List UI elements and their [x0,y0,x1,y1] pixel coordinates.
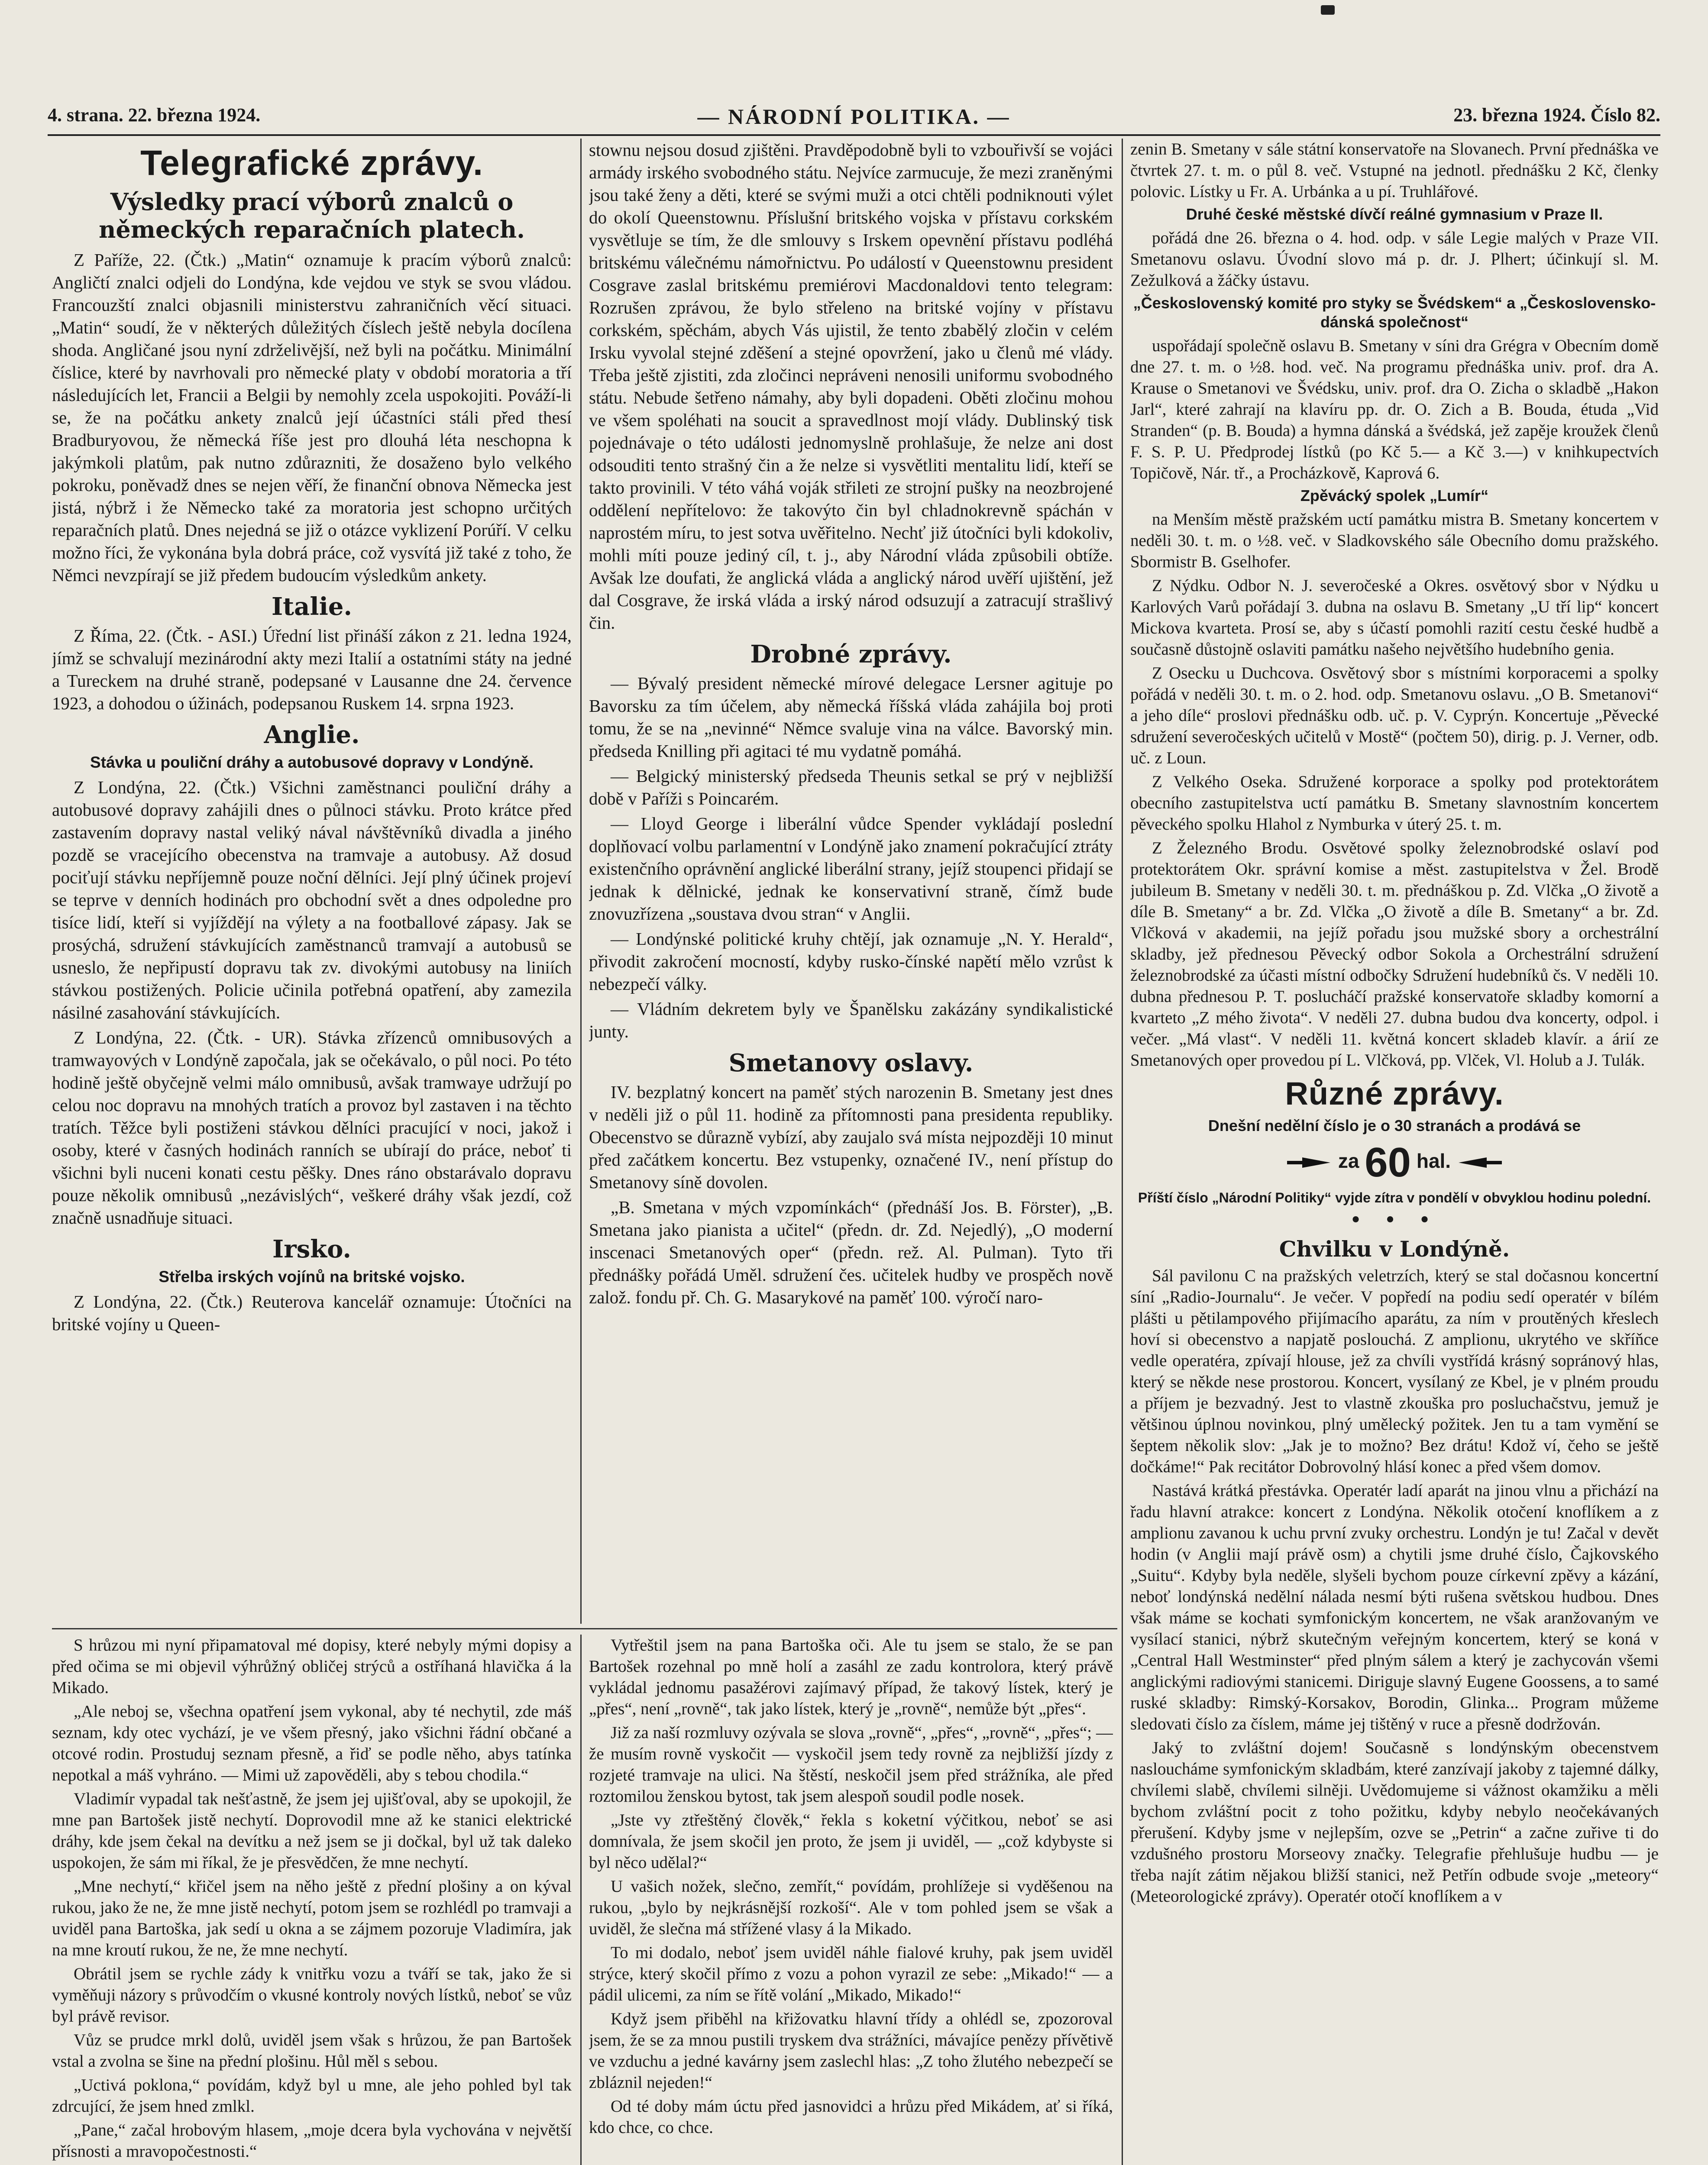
pointing-hand-right-icon [1456,1155,1504,1170]
header-rule [48,134,1660,136]
price-unit: hal. [1416,1150,1451,1173]
story-column-1 [52,1635,572,2165]
notice-next-issue: Příští číslo „Národní Politiky“ vyjde zítra v pondělí v obvyklou hodinu polední. [1138,1190,1651,1205]
story-text: Obrátil jsem se rychle zády k vnitřku vozu a tváří se tak, jako že si vyměňuji názory s průvodčím o vkusné kontroly nových lístků, neboť se vůz byl právě revisor. [52,1965,572,2026]
news-item: — Londýnské politické kruhy chtějí, jak oznamuje „N. Y. Herald“, přivodit zakročení mocností, kdyby rusko-čínské napětí mělo vzrůst k nebezpečí války. [589,929,1113,994]
story-text: U vašich nožek, slečno, zemřít,“ povídám, prohlížeje si vyděšenou na rukou, „bylo by nejkrásnější rozkoší“. Ale v tom pohled jsem se však a uviděl, že slečna má střížené vlasy á la Mikado. [589,1877,1113,1938]
story-text: „Mne nechytí,“ křičel jsem na něho ještě z přední plošiny a on kýval rukou, jako že ne, že mne jistě nechytí, potom jsem se rozhlédl po tramvaji a uviděl pana Bartoška, jak sedí u okna a se zájmem pozoruje Vladimíra, jak na mne kroutí rukou, že ne, že mne nechytí. [52,1877,572,1959]
heading-drobne-zpravy: Drobné zprávy. [750,640,952,669]
column-1 [52,139,572,1624]
feuilleton-text: Sál pavilonu C na pražských veletrzích, který se stal dočasnou koncertní síní „Radio-Journalu“. Je večer. V popředí na podiu sedí operatér v bílém plášti u pětilampového přijímacího aparátu, za ním v proutěných křeslech hoví si obecenstvo a napjatě poslouchá. Z amplionu, ukrytého ve skříňce vedle operatéra, zpívají hlouse, jež za chvíli vystřídá krásný sopránový hlas, který se někde nese prostorou. Koncert, vysílaný ze Kbel, je v plném proudu a příjem je bezvadný. Jest to vlastně zkouška pro posluchačstvu, jemuž je většinou úplnou novinkou, plný umělecký požitek. Jen tu a tam vymění se šeptem několik slov: „Jak je to možno? Bez drátu! Kdož ví, čeho se ještě dočkáme!“ Pak recitátor Dobrovolný hlásí konec a před všem domov. [1130,1267,1659,1476]
heading-anglie: Anglie. [264,721,360,749]
news-item: — Vládním dekretem byly ve Španělsku zakázány syndikalistické junty. [589,999,1113,1041]
heading-gymnasium: Druhé české městské dívčí reálné gymnasium v Praze II. [1186,205,1603,223]
feuilleton-text: Nastává krátká přestávka. Operatér ladí aparát na jinou vlnu a přichází na řadu hlavní atrakce: koncert z Londýna. Několik otočení knoflíkem a z amplionu zavanou k uchu první zvuky orchestru. Londýn je tu! Začal v devět hodin (v Anglii mají právě osm) a chytili jsme druhé číslo, Čajkovského „Suitu“. Kdyby byla neděle, slyšeli bychom pouze církevní zpěvy a kázání, neboť londýnská nedělní nálada nesmí býti rušena světskou hudbou. Dnes však máme se kochati symfonickým koncertem, ne však aranžovaným ve vysílací stanici, nýbrž skutečným veřejným koncertem, který se koná v „Central Hall Westminster“ před plným sálem a který je zachycován všemi anglickými radiovými stanicemi. Diriguje slavný Eugene Goossens, a to samé ruské skladby: Rimský-Korsakov, Borodin, Glinka... Program můžeme sledovati číslo za číslem, máme jej tištěný v ruce a přesně dodržován. [1130,1481,1659,1733]
article-text: „B. Smetana v mých vzpomínkách“ (přednáší Jos. B. Förster), „B. Smetana jako pianista a učitel“ (předn. dr. Zd. Nejedlý), „O moderní inscenaci Smetanových oper“ (předn. rež. Al. Pulman). Tyto tři přednášky pořádá Uměl. sdružení čes. učitelek hudby ve prospěch nově založ. fondu př. Ch. G. Masarykové na paměť 100. výročí naro- [589,1197,1113,1307]
ink-mark [1321,5,1335,15]
feuilleton-text: Jaký to zvláštní dojem! Současně s londýnským obecenstvem naslouchámе symfonickým skladbám, které zanzívají jakoby z tajemné dálky, chvílemi slabě, chvílemi silněji. Uvědomujeme si vážnost okamžiku a měli bychom zvláštní pocit z toho požitku, kdyby nebylo neočekávaných přerušení. Kdyby jsme v nejlepším, ozve se „Petrin“ a začne zuřive ti do vzdušného prostoru Morseovy značky. Telegrafie přehlušuje hudbu — je třeba najít zátim nějakou bližší stanici, než Petřín odbude svoje „meteory“ (Meteorologické zprávy). Operatér otočí knoflíkem a v [1130,1738,1659,1906]
page-header [48,104,1660,130]
story-text: Vytřeštil jsem na pana Bartoška oči. Ale tu jsem se stalo, že se pan Bartošek rozehnal po mně holí a zasáhl ze zadu kontrolora, který právě vykládal jednomu pasažérovi zajímavý případ, že takový lístek, který je „přes“, není „rovně“, tak jako lístek, který je „rovně“, nemůže být „přes“. [589,1636,1113,1718]
story-text: Již za naší rozmluvy ozývala se slova „rovně“, „přes“, „rovně“, „přes“; — že musím rovně vyskočit — vyskočil jsem tedy rovně za nejbližší jízdy z rozjeté tramvaje na ulici. Na štěstí, neskočil jsem před strážníka, ale před roztomilou ženskou bytost, tak jsem alespoň soudil podle nosek. [589,1723,1113,1806]
news-item: — Lloyd George i liberální vůdce Spender vykládají poslední doplňovací volbu parlamentní v Londýně jako znamení pokračující ztráty existenčního oprávnění anglické liberální strany, jejíž stoupenci přidají se jednak k dělnické, jednak ke konservativní straně, čímž bude znovuzřízena „soustava dvou stran“ v Anglii. [589,814,1113,924]
story-text: „Uctivá poklona,“ povídám, když byl u mne, ale jeho pohled byl tak zdrcující, že jsem hned zmlkl. [52,2076,572,2116]
price-line [1130,1139,1659,1186]
heading-chvilku-v-londyne: Chvilku v Londýně. [1279,1236,1510,1262]
story-text: „Pane,“ začal hrobovým hlasem, „moje dcera byla vychována v největší přísnosti a mravopočestnosti.“ [52,2121,572,2161]
price-value: 60 [1365,1139,1411,1186]
article-text: Z Velkého Oseka. Sdružené korporace a spolky pod protektorátem obecního zastupitelstva uctí památku B. Smetany slavnostním koncertem pěveckého spolku Hlahol z Nymburka v úterý 25. t. m. [1130,772,1659,834]
story-text: To mi dodalo, neboť jsem uviděl náhle fialové kruhy, pak jsem uviděl strýce, který skočil přímo z vozu a pohon vyrazil ze sebe: „Mikado!“ — a pádil ulicemi, za ním se řítě volání „Mikado, Mikado!“ [589,1943,1113,2004]
pointing-hand-left-icon [1285,1155,1333,1170]
header-date-number: 23. března 1924. Číslo 82. [1453,104,1660,126]
header-page-date: 4. strana. 22. března 1924. [48,104,261,126]
heading-smetana: Smetanovy oslavy. [728,1049,974,1077]
story-text: „Ale neboj se, všechna opatření jsem vykonal, aby té nechytil, zde máš seznam, kdy otec vychází, je ve všem přesný, jako všichni řádní občané a otcové rodin. Prostuduj seznam přesně, a řiď se podle něho, abys tatínka nepotkal a máš vyhráno. — Mimi už zapověděli, aby s tebou chodila.“ [52,1702,572,1784]
heading-lumir: Zpěvácký spolek „Lumír“ [1300,487,1489,504]
article-heading-reparations: Výsledky prací výborů znalců o německých reparačních platech. [99,188,525,243]
story-text: „Jste vy ztřeštěný člověk,“ řekla s koketní výčitkou, neboť se asi domnívala, že jsem skočil jen proto, že jsem ji uviděl, — „což kdybyste si byl něco udělal?“ [589,1811,1113,1872]
story-text: Vladimír vypadal tak nešťastně, že jsem jej ujišťoval, aby se upokojil, že mne pan Bartošek jistě nechytí. Doprovodil mne až ke stanici elektrické dráhy, kde jsem čekal na devítku a než jsem se ji dočkal, byl už tak daleko uspokojen, že sám mi říkal, že je přesvědčen, že mne nechytí. [52,1790,572,1872]
story-text: Vůz se prudce mrkl dolů, uviděl jsem však s hrůzou, že pan Bartošek vstal a zvolna se šine na přední plošinu. Hůl měl s sebou. [52,2031,572,2071]
subheading-strike: Stávka u pouliční dráhy a autobusové dopravy v Londýně. [90,753,534,771]
masthead-title: — NÁRODNÍ POLITIKA. — [697,104,1011,129]
story-column-2 [589,1635,1113,2165]
article-text: Z Osecku u Duchcova. Osvětový sbor s místními korporacemi a spolky pořádá v neděli 30. t. m. o 2. hod. odp. Smetanovu oslavu. „O B. Smetanovi“ a jeho díle“ proslovi přednášku odb. uč. p. V. Cyprýn. Koncertuje „Pěvecké sdružení severočeských učitelů v Mostě“ (počtem 50), dirig. p. J. Verner, odb. uč. z Loun. [1130,664,1659,767]
article-text: na Menším městě pražském uctí památku mistra B. Smetany koncertem v neděli 30. t. m. o ½8. več. v Sladkovského sále Obecního domu pražského. Sbormistr B. Gselhofer. [1130,510,1659,571]
article-text: uspořádají společně oslavu B. Smetany v síni dra Grégra v Obecním domě dne 27. t. m. o ½8. hod. več. Na programu přednáška univ. prof. dra A. Krause o Smetanovi ve Švédsku, univ. prof. dra O. Zicha o skladbě „Hakon Jarl“, které zahrají na klavíru pp. dr. O. Zich a B. Bouda, étuda „Vid Stranden“ (p. B. Bouda) a hymna dánská a švédská, jež zapěje kroužek členů F. S. P. U. Předprodej lístků (po Kč 5.— a Kč 3.—) v knihkupectvích Topičově, Nár. tř., a Procházkově, Kaprová 6. [1130,336,1659,482]
article-text: zenin B. Smetany v sále státní konservatoře na Slovanech. První přednáška ve čtvrtek 27. t. m. o půl 8. več. Vstupné na jednotl. přednášku 2 Kč, členky polovic. Lístky u Fr. A. Urbánka a u pí. Truhlářové. [1130,140,1659,201]
subheading-shooting: Střelba irských vojínů na britské vojsko. [159,1268,465,1286]
article-text: Z Říma, 22. (Čtk. - ASI.) Úřední list přináší zákon z 21. ledna 1924, jímž se schvalují mezinárodní akty mezi Italií a ostatními státy na jedné a Tureckem na druhé straně, podepsané v Lausanne dne 24. července 1923, a dohodou o úžinách, podepsanou Ruskem 14. srpna 1923. [52,626,572,713]
column-3 [1130,139,1659,2165]
heading-committee: „Československý komité pro styky se Švédskem“ a „Československo-dánská společnost“ [1133,294,1656,331]
article-text: Z Železného Brodu. Osvětové spolky železnobrodské oslaví pod protektorátem Okr. správní komise a měst. zastupitelstva v Žel. Brodě jubileum B. Smetany v neděli 30. t. m. přednáškou p. Zd. Vlčka „O životě a díle B. Smetany“ a br. Zd. Vlčka „O životě a díle B. Smetany“ a br. Zd. Vlčková v akademii, na jejíž pořadu jsou mužské sbory a orchestrální skladby, jež přednesou Pěvecký odbor Sokola a Orchestrální sdružení železnobrodské za účasti místní odbočky Sdružení hudebníků čs. V neděli 10. dubna přednesou P. T. poslucháčí pražské konservatoře skladby komorní a kvarteto „Z mého života“. V neděli 27. dubna budou dva koncerty, odpol. i večer. „Má vlast“. V neděli 11. květná koncert skladeb klavír. a árií ze Smetanových oper provedou pí L. Vlčková, pp. Vlček, Vl. Holub a J. Tulák. [1130,839,1659,1070]
article-text: stownu nejsou dosud zjištěni. Pravděpodobně byli to vzbouřivší se vojáci armády irského svobodného státu. Nejvíce zarmucuje, že mezi zraněnými jsou také ženy a děti, které se svými muži a otci chtěli podniknouti výlet do okolí Queenstownu. Příslušní britského vojska v přístavu corkském vysvětluje se tím, že dle smlouvy s Irskem opevnění přístavu podléhá britskému válečnému námořnictvu. Po událostí v Queenstownu president Cosgrave zaslal britskému premiérovi Macdonaldovi tento telegram: Rozrušen zprávou, že bylo střeleno na britské vojíny v přístavu corkském, spěchám, abych Vás ujistil, že tento zbabělý zločin v celém Irsku vyvolal stejné zděšení a stejné opovržení, jako u členů mé vlády. Třeba ještě zjistiti, zda zločinci nepráveni nenosili uniformu svobodného státu. Nebude šetřeno námahy, aby byli dopadeni. Oběti zločinu mohou ve všem spoléhati na soucit a spravedlnost mojí vlády. Dublinský tisk pojednávaje o této události jednomyslně prohlašuje, že nelze ani dost odsouditi tento strašný čin a že nelze si vysvětliti mentalitu lidí, kteří se takto provinili. V této váhá voják střileti ze strojní pušky na neozbrojené oddělení nepřítelovo: že takovýto čin byl chladnokrevně spáchán v naprostém míru, to jest sotva uvěřitelno. Nechť již útočníci byli kdokoliv, mohli míti pouze jediný cíl, t. j., aby Národní vláda způsobili obtíže. Avšak lze doufati, že anglická vláda a anglický národ uvěří ujištění, jež dal Cosgrave, že irská vláda a irský národ odsuzují a zatracují strašlivý čin. [589,140,1113,633]
article-text: IV. bezplatný koncert na paměť stých narozenin B. Smetany jest dnes v neděli již o půl 11. hodině za přítomnosti pana presidenta republiky. Obecenstvo se důrazně vybízí, aby zaujalo svá místa nejpozději 10 minut před začátkem koncertu. Bez vstupenky, označené IV., není přístup do Smetanovy síně dovolen. [589,1082,1113,1192]
article-text: Z Nýdku. Odbor N. J. severočeské a Okres. osvětový sbor v Nýdku u Karlových Varů pořádají 3. dubna na oslavu B. Smetany „U tří lip“ koncert Mickova kvarteta. Prosí se, aby s účastí pomohli razití cestu české hudbě a současně důstojně oslaviti památku našeho největšího hudebního genia. [1130,576,1659,659]
column-divider [580,1635,582,2165]
story-text: Od té doby mám úctu před jasnovidci a hrůzu před Mikádem, ať si říká, kdo chce, co chce. [589,2097,1113,2137]
column-divider [1122,139,1123,2165]
separator-dots: • • • [1350,1210,1439,1230]
heading-irsko: Irsko. [272,1235,351,1263]
article-text: Z Londýna, 22. (Čtk. - UR). Stávka zřízenců omnibusových a tramwayových v Londýně započala, jak se očekávalo, o půl noci. Po této hodině ještě obyčejně velmi málo omnibusů, avšak tramwaye udržují po celou noc dopravu na mnohých tratích a provoz byl zastaven i na těchto tratích. Těžce byli postiženi stávkou dělníci pracující v noci, jakož i osoby, které v časných hodinách ranních se ubírají do práce, neboť ti všichni byli nuceni konati cestu pěšky. Dnes ráno obstarávalo dopravu pouze několik omnibusů „nezávislých“, veškeré dráhy však jezdí, což značně usnadňuje situaci. [52,1028,572,1228]
article-text: Z Londýna, 22. (Čtk.) Reuterova kancelář oznamuje: Útočníci na britské vojíny u Queen- [52,1292,572,1334]
article-text: pořádá dne 26. března o 4. hod. odp. v sále Legie malých v Praze VII. Smetanovu oslavu. Úvodní slovo má p. dr. J. Plhert; účinkují sl. M. Zežulková a žáčky ústavu. [1130,229,1659,290]
story-text: Když jsem přiběhl na křižovatku hlavní třídy a ohlédl se, zpozoroval jsem, že se za mnou pustili tryskem dva strážníci, mávajíce penězy přívětivě ve vzduchu a jedné kavárny jsem zaslechl hlas: „Z toho žlutého nebezpečí se zbláznil nejeden!“ [589,2010,1113,2092]
notice-sunday-edition: Dnešní nedělní číslo je o 30 stranách a prodává se [1208,1117,1581,1134]
heading-ruzne-zpravy: Různé zprávy. [1285,1076,1504,1112]
news-item: — Bývalý president německé mírové delegace Lersner agituje po Bavorsku za tím účelem, aby německá říšská vláda zahájila boj proti tomu, že se na „nevinné“ Němce svaluje vina na válce. Bavorský min. předseda Knilling při agitaci té mu vydatně pomáhá. [589,673,1113,761]
column-2 [589,139,1113,1624]
feuilleton-separator [52,1628,1117,1629]
article-text: Z Paříže, 22. (Čtk.) „Matin“ oznamuje k pracím výborů znalců: Angličtí znalci odjeli do Londýna, kde vejdou ve styk se svou vládou. Francouzští znalci objasnili ministerstvu zahraničních věcí situaci. „Matin“ soudí, že v některých důležitých číslech ještě nebyla docílena shoda. Angličané jsou nyní zdrželivější, než byli na počátku. Minimální číslice, které by navrhovali pro německé platy v období moratoria a tří následujících let, Francii a Belgii by nemohly zcela uspokojiti. Pováží-li se, že na počátku ankety znalců její účastníci stáli před thesí Bradburyovou, že německá říše jest pro dlouhá léta neschopna k jakýmkoli platům, pak nutno zdůrazniti, že dosaženo bylo velkého pokroku, poněvadž dnes se nejen věří, že finanční obnova Německa jest jistá, nýbrž i že Německo také za moratoria jest schopno určitých reparačních platů. Dnes nejedná se již o otázce vyklizení Porúří. V celku možno říci, že vykonána byla dobrá práce, což vysvítá již také z toho, že Němci nevzpírají se již předem budoucím výsledkům ankety. [52,250,572,585]
heading-italie: Italie. [271,592,353,621]
price-prefix: za [1338,1150,1359,1173]
news-item: — Belgický ministerský předseda Theunis setkal se prý v nejbližší době v Paříži s Poincarém. [589,766,1113,808]
section-heading-telegraphic: Telegrafické zprávy. [140,143,483,183]
column-divider [580,139,582,1624]
story-text: S hrůzou mi nyní připamatoval mé dopisy, které nebyly mými dopisy a před očima se mi objevil výhrůžný obličej strýců a ostříhaná hlavička á la Mikado. [52,1636,572,1697]
article-text: Z Londýna, 22. (Čtk.) Všichni zaměstnanci pouliční dráhy a autobusové dopravy zahájili dnes o půlnoci stávku. Proto krátce před zastavením dopravy nastal veliký nával návštěvníků divadla a jiného pozdě se vracejícího obecenstva na tramvaje a autobusy. Až dosud pociťují stávku nepříjemně pouze noční dělníci. Její plný účinek projeví se teprve v denních hodinách pro obchodní svět a dnes odpoledne pro tisíce lidí, kteří si vyjíždějí na výlety a na footballové zápasy. Jak se prosýchá, sdružení stávkujících zaměstnanců tramvají a autobusů se usneslo, že nepřipustí dopravu tak zv. divokými autobusy na liniích stávkou postižených. Policie učinila potřebná opatření, aby zamezila násilné zasahování stávkujících. [52,777,572,1022]
